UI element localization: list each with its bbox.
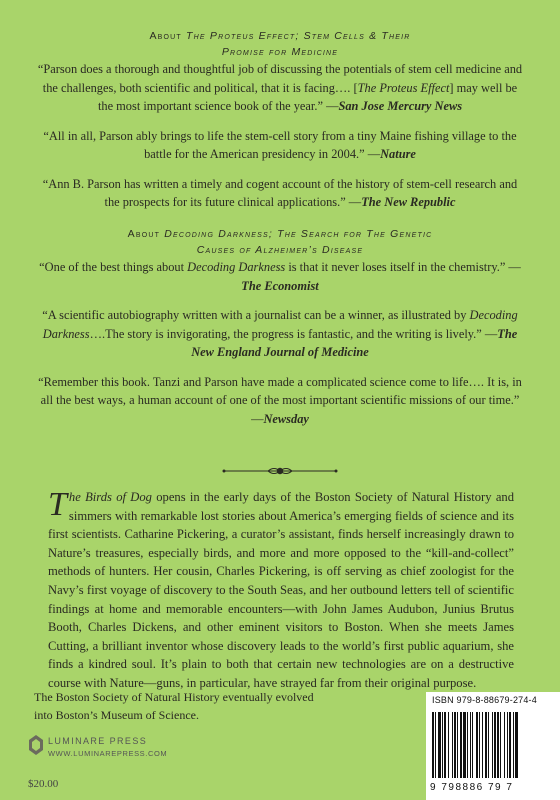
barcode-number: 9 798886 79 7 bbox=[430, 782, 514, 793]
ornament-divider-icon bbox=[220, 464, 340, 478]
review-quote: “One of the best things about Decoding Darkness is that it never loses itself in the chemistry.” —The Economist bbox=[39, 260, 521, 293]
quote-source: The New England Journal of Medicine bbox=[191, 326, 518, 359]
quote-source: The Economist bbox=[241, 278, 319, 293]
quote-source: Nature bbox=[380, 147, 416, 161]
section-heading: About The Proteus Effect; Stem Cells & Their Promise for Medicine bbox=[149, 30, 411, 58]
publisher-emblem-icon bbox=[28, 734, 44, 756]
review-quote: “All in all, Parson ably brings to life the stem-cell story from a tiny Maine fishing village to the battle for the American presidency in 2004.” —Nature bbox=[43, 128, 517, 161]
section-heading: About Decoding Darkness; The Search for The Genetic Causes of Alzheimer’s Disease bbox=[127, 228, 433, 256]
isbn-label: ISBN 979-8-88679-274-4 bbox=[432, 695, 537, 705]
quote-source: The New Republic bbox=[361, 195, 456, 209]
section-proteus-effect bbox=[0, 28, 560, 212]
review-quote: “Remember this book. Tanzi and Parson have made a complicated science come to life…. It is, in all the best ways, a human account of one of the most important scientific missions of our time.” —Newsday bbox=[38, 374, 522, 426]
publisher-name: LUMINARE PRESS bbox=[48, 736, 148, 746]
drop-cap: T bbox=[48, 486, 67, 523]
book-description: The Birds of Dog opens in the early days of the Boston Society of Natural History and simmers with remarkable lost stories about America’s emerging fields of science and its first scientists. Catharine Pickering, a curator’s assistant, finds herself increasingly drawn to Nature’s treasures, especially birds, and more and more opposed to the “kill-and-collect” methods of hunters. Her cousin, Charles Pickering, is off serving as chief zoologist for the Navy’s first voyage of discovery to the South Seas, and her outbound letters tell of scientific findings at home and memorable encounters—with John James Audubon, Junius Brutus Booth, Charles Dickens, and other eminent visitors to Boston. When she meets James Cutting, a brilliant inventor whose discovery leads to the world’s first public aquarium, she finds a kindred soul. It’s plain to both that certain new technologies are on a destructive course with Nature—guns, in particular, have strayed far from their original purpose. bbox=[48, 486, 515, 690]
price: $20.00 bbox=[28, 778, 59, 790]
isbn-barcode bbox=[426, 692, 560, 800]
book-title: he Birds of Dog bbox=[68, 490, 152, 504]
museum-note: The Boston Society of Natural History eventually evolved into Boston’s Museum of Science. bbox=[34, 690, 314, 722]
publisher-logo bbox=[28, 730, 168, 766]
review-quote: “A scientific autobiography written with a journalist can be a winner, as illustrated by Decoding Darkness….The story is invigorating, the progress is fantastic, and the writing is lively.” —The New England Journal of Medicine bbox=[42, 308, 518, 359]
review-quote: “Parson does a thorough and thoughtful job of discussing the potentials of stem cell medicine and the challenges, both scientific and political, that it is facing…. [The Proteus Effect] may well be the most important science book of the year.” —San Jose Mercury News bbox=[37, 62, 523, 113]
quote-source: San Jose Mercury News bbox=[338, 99, 463, 113]
barcode-icon bbox=[432, 712, 554, 778]
section-decoding-darkness bbox=[0, 226, 560, 428]
publisher-url: WWW.LUMINAREPRESS.COM bbox=[48, 749, 168, 758]
quote-source: Newsday bbox=[263, 411, 309, 426]
review-quote: “Ann B. Parson has written a timely and cogent account of the history of stem-cell research and the prospects for its future clinical applications.” —The New Republic bbox=[42, 176, 518, 209]
